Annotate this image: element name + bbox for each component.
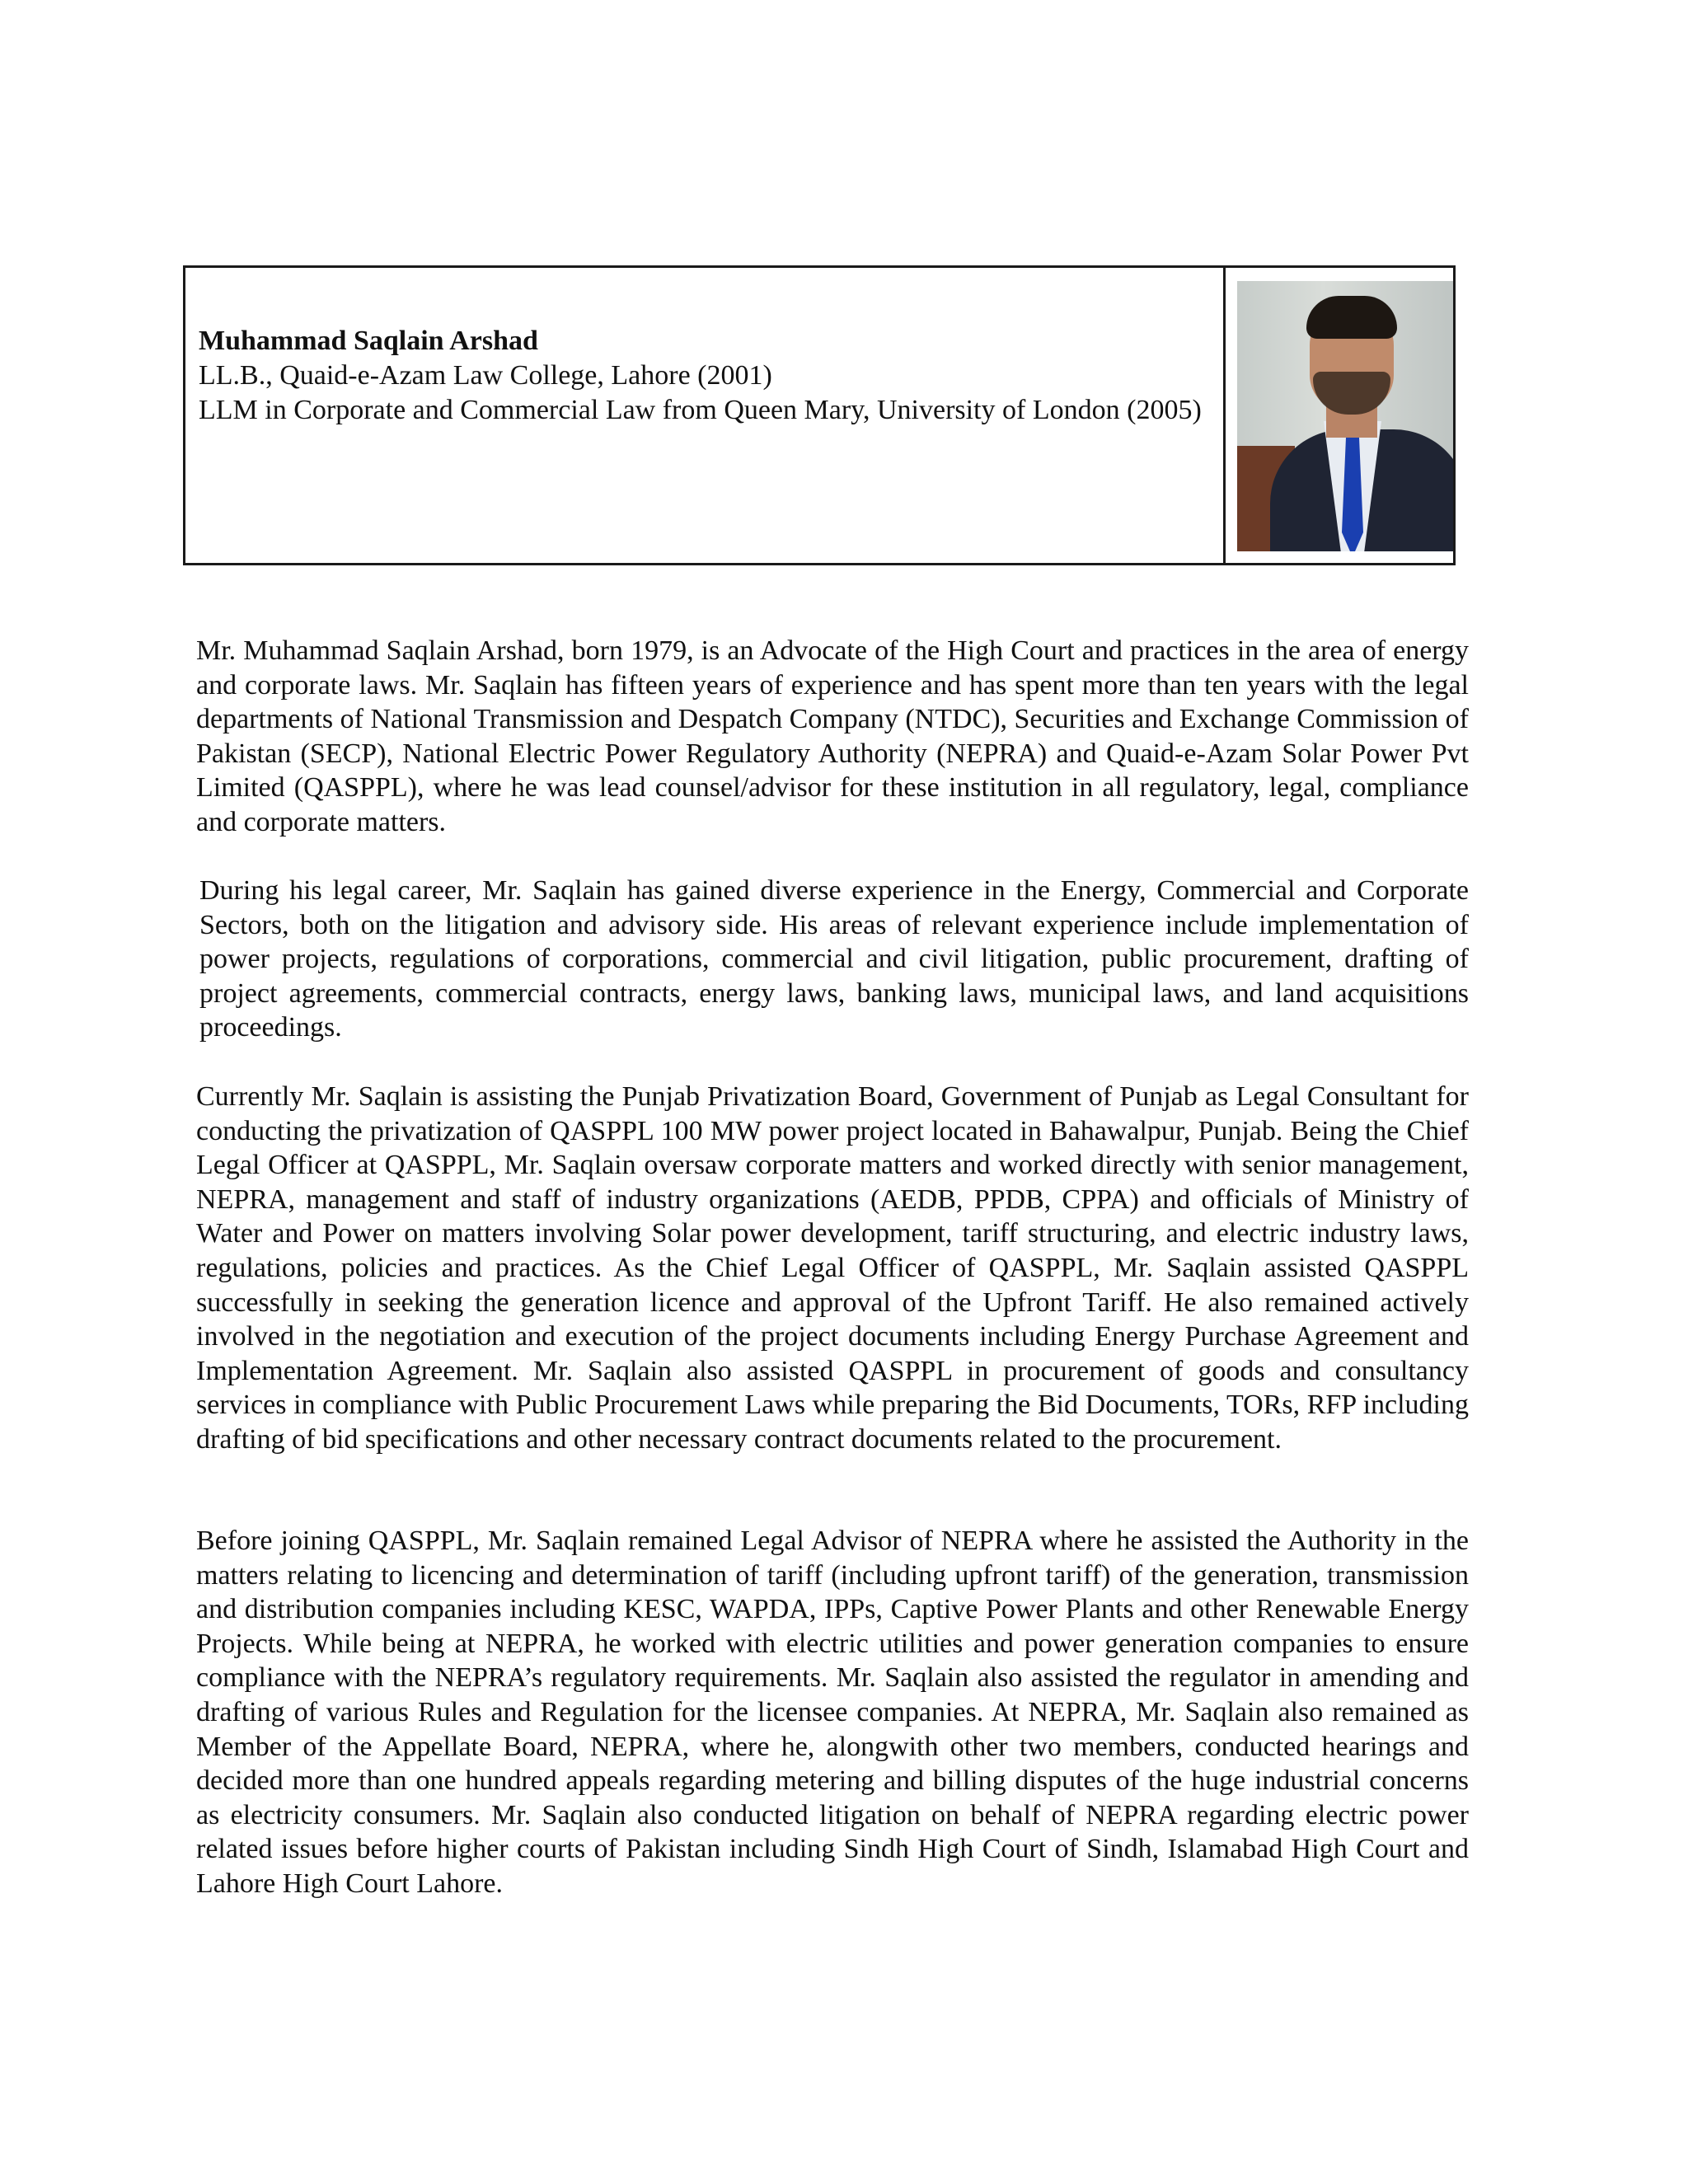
qualification-llm: LLM in Corporate and Commercial Law from Queen Mary, University of London (2005) xyxy=(199,395,1202,425)
profile-photo-cell xyxy=(1226,268,1453,563)
bio-paragraph-intro: Mr. Muhammad Saqlain Arshad, born 1979, is an Advocate of the High Court and practices in the area of energy and corporate laws. Mr. Saqlain has fifteen years of experience and has spent more than ten years with the legal departments of National Transmission and Despatch Company (NTDC), Securities and Exchange Commission of Pakistan (SECP), National Electric Power Regulatory Authority (NEPRA) and Quaid-e-Azam Solar Power Pvt Limited (QASPPL), where he was lead counsel/advisor for these institution in all regulatory, legal, compliance and corporate matters. xyxy=(196,635,1469,837)
profile-header-text xyxy=(185,268,1226,563)
bio-paragraph-experience: During his legal career, Mr. Saqlain has gained diverse experience in the Energy, Commercial and Corporate Sectors, both on the litigation and advisory side. His areas of relevant experience include implementation of power projects, regulations of corporations, commercial and civil litigation, public procurement, drafting of project agreements, commercial contracts, energy laws, banking laws, municipal laws, and land acquisitions proceedings. xyxy=(199,875,1469,1043)
bio-paragraph-nepra: Before joining QASPPL, Mr. Saqlain remained Legal Advisor of NEPRA where he assisted the Authority in the matters relating to licencing and determination of tariff (including upfront tariff) of the generation, transmission and distribution companies including KESC, WAPDA, IPPs, Captive Power Plants and other Renewable Energy Projects. While being at NEPRA, he worked with electric utilities and power generation companies to ensure compliance with the NEPRA’s regulatory requirements. Mr. Saqlain also assisted the regulator in amending and drafting of various Rules and Regulation for the licensee companies. At NEPRA, Mr. Saqlain also remained as Member of the Appellate Board, NEPRA, where he, alongwith other two members, conducted hearings and decided more than one hundred appeals regarding metering and billing disputes of the huge industrial concerns as electricity consumers. Mr. Saqlain also conducted litigation on behalf of NEPRA regarding electric power related issues before higher courts of Pakistan including Sindh High Court of Sindh, Islamabad High Court and Lahore High Court Lahore. xyxy=(196,1526,1469,1899)
bio-paragraph-current-role: Currently Mr. Saqlain is assisting the Punjab Privatization Board, Government of Punjab as Legal Consultant for conducting the privatization of QASPPL 100 MW power project located in Bahawalpur, Punjab. Being the Chief Legal Officer at QASPPL, Mr. Saqlain oversaw corporate matters and worked directly with senior management, NEPRA, management and staff of industry organizations (AEDB, PPDB, CPPA) and officials of Ministry of Water and Power on matters involving Solar power development, tariff structuring, and electric industry laws, regulations, policies and practices. As the Chief Legal Officer of QASPPL, Mr. Saqlain assisted QASPPL successfully in seeking the generation licence and approval of the Upfront Tariff. He also remained actively involved in the negotiation and execution of the project documents including Energy Purchase Agreement and Implementation Agreement. Mr. Saqlain also assisted QASPPL in procurement of goods and consultancy services in compliance with Public Procurement Laws while preparing the Bid Documents, TORs, RFP including drafting of bid specifications and other necessary contract documents related to the procurement. xyxy=(196,1081,1469,1455)
profile-header-table xyxy=(183,265,1456,565)
profile-name: Muhammad Saqlain Arshad xyxy=(199,326,538,356)
qualification-llb: LL.B., Quaid-e-Azam Law College, Lahore (2001) xyxy=(199,360,772,391)
profile-photo xyxy=(1237,281,1453,551)
